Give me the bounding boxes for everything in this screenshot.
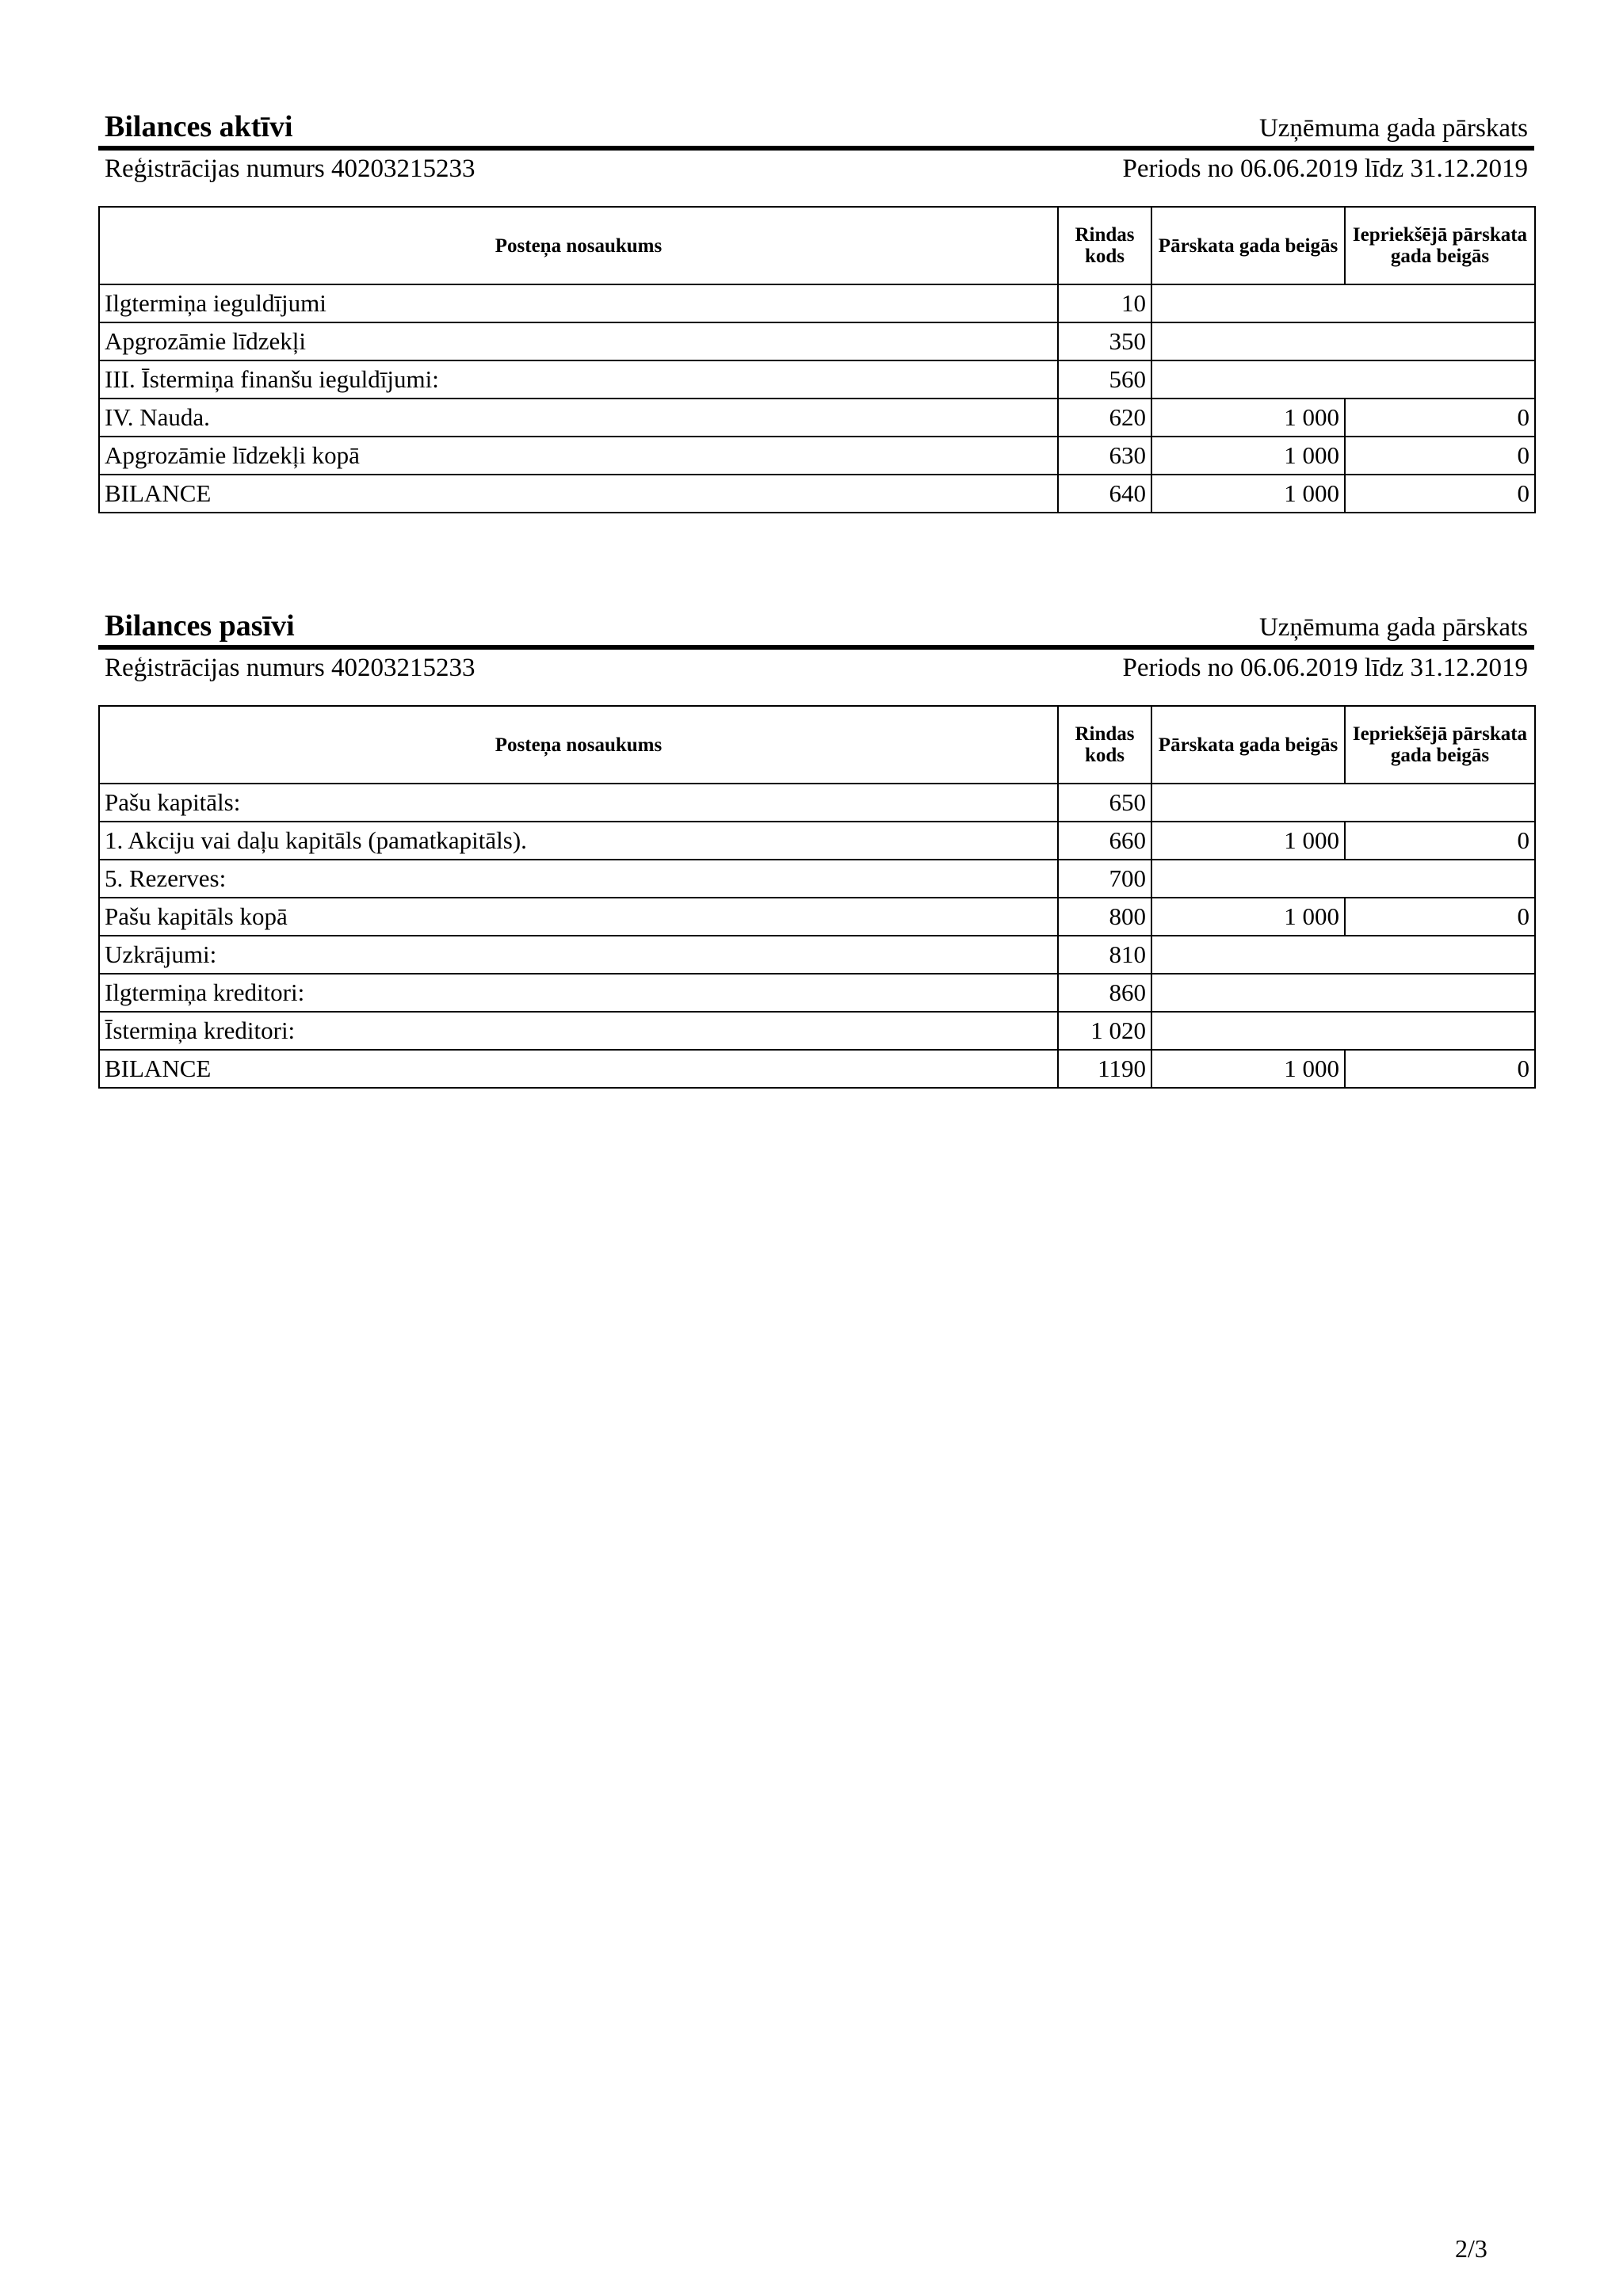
row-current-value: 1 000 [1151, 898, 1345, 936]
table-row [99, 399, 1535, 437]
liabilities-col-code: Rindas kods [1058, 706, 1151, 784]
assets-subheader [98, 151, 1534, 187]
row-previous-value: 0 [1345, 399, 1535, 437]
table-row [99, 974, 1535, 1012]
row-name: Uzkrājumi: [99, 936, 1058, 974]
table-row [99, 898, 1535, 936]
liabilities-table-header [99, 706, 1535, 784]
table-row [99, 1012, 1535, 1050]
row-name: III. Īstermiņa finanšu ieguldījumi: [99, 360, 1058, 399]
liabilities-reg-number: Reģistrācijas numurs 40203215233 [105, 653, 475, 682]
table-row [99, 322, 1535, 360]
row-name: Pašu kapitāls kopā [99, 898, 1058, 936]
row-previous-value: 0 [1345, 437, 1535, 475]
assets-period: Periods no 06.06.2019 līdz 31.12.2019 [1122, 154, 1528, 183]
row-code: 640 [1058, 475, 1151, 513]
table-row [99, 437, 1535, 475]
row-current-value: 1 000 [1151, 399, 1345, 437]
row-code: 1 020 [1058, 1012, 1151, 1050]
liabilities-table [98, 705, 1536, 1089]
assets-table [98, 206, 1536, 513]
row-code: 350 [1058, 322, 1151, 360]
assets-col-code: Rindas kods [1058, 207, 1151, 284]
row-empty-values [1151, 860, 1535, 898]
row-code: 860 [1058, 974, 1151, 1012]
assets-table-body [99, 284, 1535, 513]
liabilities-col-name: Posteņa nosaukums [99, 706, 1058, 784]
row-code: 1190 [1058, 1050, 1151, 1088]
row-empty-values [1151, 322, 1535, 360]
table-row [99, 936, 1535, 974]
liabilities-col-previous: Iepriekšējā pārskata gada beigās [1345, 706, 1535, 784]
row-code: 650 [1058, 784, 1151, 822]
row-name: 5. Rezerves: [99, 860, 1058, 898]
table-row [99, 860, 1535, 898]
assets-col-previous: Iepriekšējā pārskata gada beigās [1345, 207, 1535, 284]
liabilities-period: Periods no 06.06.2019 līdz 31.12.2019 [1122, 653, 1528, 682]
row-current-value: 1 000 [1151, 475, 1345, 513]
assets-doc-type: Uzņēmuma gada pārskats [1258, 114, 1528, 143]
row-current-value: 1 000 [1151, 437, 1345, 475]
row-name: Ilgtermiņa ieguldījumi [99, 284, 1058, 322]
row-previous-value: 0 [1345, 822, 1535, 860]
row-name: Pašu kapitāls: [99, 784, 1058, 822]
row-name: Apgrozāmie līdzekļi [99, 322, 1058, 360]
row-name: 1. Akciju vai daļu kapitāls (pamatkapitāls). [99, 822, 1058, 860]
page-number: 2/3 [1455, 2234, 1487, 2263]
row-empty-values [1151, 936, 1535, 974]
assets-col-current: Pārskata gada beigās [1151, 207, 1345, 284]
row-previous-value: 0 [1345, 1050, 1535, 1088]
row-current-value: 1 000 [1151, 822, 1345, 860]
liabilities-header [98, 601, 1534, 650]
liabilities-col-current: Pārskata gada beigās [1151, 706, 1345, 784]
row-empty-values [1151, 284, 1535, 322]
liabilities-title: Bilances pasīvi [105, 609, 295, 643]
row-name: Īstermiņa kreditori: [99, 1012, 1058, 1050]
row-code: 810 [1058, 936, 1151, 974]
assets-header [98, 101, 1534, 151]
assets-title: Bilances aktīvi [105, 110, 293, 143]
row-name: BILANCE [99, 475, 1058, 513]
row-name: IV. Nauda. [99, 399, 1058, 437]
assets-section [98, 101, 1534, 513]
row-code: 660 [1058, 822, 1151, 860]
table-row [99, 822, 1535, 860]
row-code: 10 [1058, 284, 1151, 322]
table-row [99, 360, 1535, 399]
table-row [99, 1050, 1535, 1088]
row-empty-values [1151, 360, 1535, 399]
liabilities-table-body [99, 784, 1535, 1088]
assets-reg-number: Reģistrācijas numurs 40203215233 [105, 154, 475, 183]
row-name: BILANCE [99, 1050, 1058, 1088]
row-previous-value: 0 [1345, 475, 1535, 513]
liabilities-section [98, 601, 1534, 1089]
liabilities-subheader [98, 650, 1534, 686]
row-empty-values [1151, 974, 1535, 1012]
liabilities-doc-type: Uzņēmuma gada pārskats [1258, 613, 1528, 642]
row-current-value: 1 000 [1151, 1050, 1345, 1088]
row-code: 620 [1058, 399, 1151, 437]
row-name: Ilgtermiņa kreditori: [99, 974, 1058, 1012]
row-code: 700 [1058, 860, 1151, 898]
row-name: Apgrozāmie līdzekļi kopā [99, 437, 1058, 475]
row-code: 800 [1058, 898, 1151, 936]
row-empty-values [1151, 784, 1535, 822]
table-row [99, 475, 1535, 513]
row-code: 630 [1058, 437, 1151, 475]
table-row [99, 284, 1535, 322]
assets-col-name: Posteņa nosaukums [99, 207, 1058, 284]
row-code: 560 [1058, 360, 1151, 399]
row-previous-value: 0 [1345, 898, 1535, 936]
assets-table-header [99, 207, 1535, 284]
table-row [99, 784, 1535, 822]
row-empty-values [1151, 1012, 1535, 1050]
